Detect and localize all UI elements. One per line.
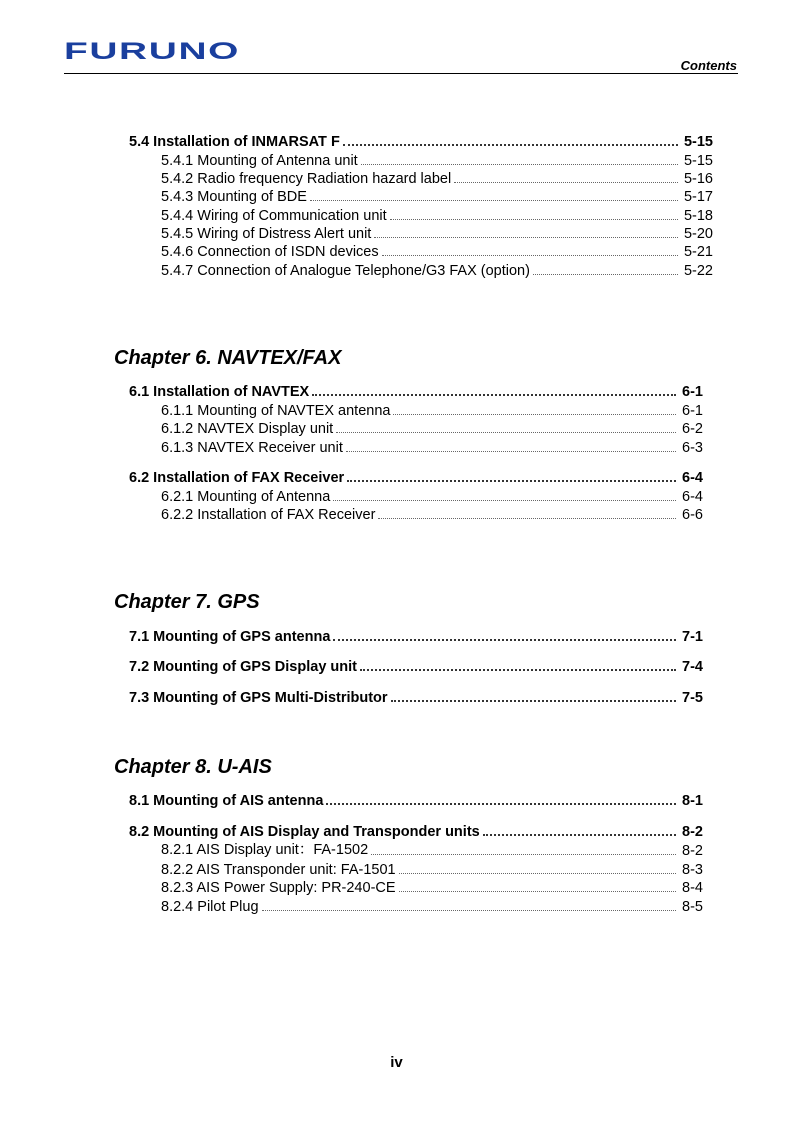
toc-entry-6-1-2[interactable]: [161, 419, 703, 437]
dot-leader: [483, 834, 676, 836]
toc-page: 5-15: [683, 134, 713, 150]
toc-entry-6-1[interactable]: [129, 382, 703, 400]
toc-label: 6.1.3 NAVTEX Receiver unit: [161, 440, 343, 456]
toc-entry-6-2-1[interactable]: [161, 487, 703, 505]
toc-label: 8.2.4 Pilot Plug: [161, 899, 259, 915]
header-divider: [64, 73, 738, 74]
toc-label: 8.2.1 AIS Display unit：FA-1502: [161, 842, 369, 858]
toc-label: 8.1 Mounting of AIS antenna: [129, 793, 324, 809]
dot-leader: [399, 873, 676, 874]
toc-label: 6.1 Installation of NAVTEX: [129, 384, 310, 400]
dot-leader: [360, 669, 676, 671]
toc-page: 5-15: [683, 153, 713, 169]
toc-entry-8-2-3[interactable]: [161, 878, 703, 896]
dot-leader: [371, 854, 676, 855]
toc-entry-5-4-4[interactable]: [161, 206, 713, 224]
dot-leader: [346, 451, 676, 452]
dot-leader: [390, 219, 678, 220]
dot-leader: [262, 910, 676, 911]
dot-leader: [533, 274, 678, 275]
dot-leader: [310, 200, 678, 201]
toc-entry-6-1-3[interactable]: [161, 438, 703, 456]
toc-label: 5.4.1 Mounting of Antenna unit: [161, 153, 358, 169]
toc-page: 6-1: [682, 384, 703, 400]
chapter-8-title: Chapter 8. U-AIS: [114, 756, 272, 778]
toc-page: 8-1: [682, 793, 703, 809]
section-title: Contents: [680, 58, 737, 73]
toc-page: 8-4: [682, 880, 703, 896]
dot-leader: [343, 144, 678, 146]
toc-label: 8.2.3 AIS Power Supply: PR-240-CE: [161, 880, 396, 896]
toc-entry-8-2-1[interactable]: [161, 841, 703, 859]
toc-page: 6-4: [682, 470, 703, 486]
dot-leader: [393, 414, 676, 415]
dot-leader: [312, 394, 676, 396]
toc-entry-8-1[interactable]: [129, 791, 703, 809]
toc-label: 7.2 Mounting of GPS Display unit: [129, 659, 357, 675]
toc-page: 5-17: [683, 189, 713, 205]
toc-entry-6-2-2[interactable]: [161, 505, 703, 523]
toc-label: 6.1.2 NAVTEX Display unit: [161, 421, 334, 437]
toc-page: 6-1: [682, 403, 703, 419]
toc-page: 6-6: [682, 507, 703, 523]
svg-text:FURUNO: FURUNO: [64, 38, 240, 64]
toc-page: 8-2: [682, 843, 703, 859]
toc-label: 6.2.1 Mounting of Antenna: [161, 489, 331, 505]
toc-entry-8-2-4[interactable]: [161, 897, 703, 915]
toc-entry-5-4-5[interactable]: [161, 224, 713, 242]
toc-entry-5-4-2[interactable]: [161, 169, 713, 187]
toc-entry-7-1[interactable]: [129, 627, 703, 645]
dot-leader: [454, 182, 678, 183]
dot-leader: [378, 518, 676, 519]
toc-entry-5-4-3[interactable]: [161, 187, 713, 205]
toc-entry-5-4[interactable]: [129, 132, 713, 150]
toc-page: 5-16: [683, 171, 713, 187]
toc-label: 5.4.5 Wiring of Distress Alert unit: [161, 226, 372, 242]
dot-leader: [391, 700, 676, 702]
toc-page: 8-3: [682, 862, 703, 878]
dot-leader: [333, 639, 676, 641]
dot-leader: [336, 432, 676, 433]
toc-label: 7.1 Mounting of GPS antenna: [129, 629, 331, 645]
toc-label: 6.2.2 Installation of FAX Receiver: [161, 507, 376, 523]
dot-leader: [374, 237, 678, 238]
toc-label: 6.2 Installation of FAX Receiver: [129, 470, 345, 486]
toc-label: 5.4.6 Connection of ISDN devices: [161, 244, 379, 260]
toc-label: 5.4.2 Radio frequency Radiation hazard label: [161, 171, 452, 187]
page-number: iv: [390, 1054, 403, 1071]
toc-page: 5-22: [683, 263, 713, 279]
toc-entry-5-4-7[interactable]: [161, 261, 713, 279]
toc-page: 6-3: [682, 440, 703, 456]
toc-label: 5.4 Installation of INMARSAT F: [129, 134, 340, 150]
toc-entry-5-4-6[interactable]: [161, 242, 713, 260]
dot-leader: [382, 255, 678, 256]
toc-entry-5-4-1[interactable]: [161, 151, 713, 169]
toc-page: 5-21: [683, 244, 713, 260]
toc-entry-6-2[interactable]: [129, 468, 703, 486]
toc-label: 5.4.4 Wiring of Communication unit: [161, 208, 387, 224]
toc-entry-8-2-2[interactable]: [161, 860, 703, 878]
toc-label: 5.4.7 Connection of Analogue Telephone/G3 FAX (option): [161, 263, 530, 279]
toc-page: 8-5: [682, 899, 703, 915]
dot-leader: [333, 500, 676, 501]
toc-page: 7-1: [682, 629, 703, 645]
chapter-7-title: Chapter 7. GPS: [114, 591, 260, 613]
toc-page: 5-20: [683, 226, 713, 242]
toc-page: 7-5: [682, 690, 703, 706]
dot-leader: [326, 803, 676, 805]
toc-page: 5-18: [683, 208, 713, 224]
toc-label: 5.4.3 Mounting of BDE: [161, 189, 307, 205]
toc-entry-7-2[interactable]: [129, 657, 703, 675]
toc-label: 6.1.1 Mounting of NAVTEX antenna: [161, 403, 391, 419]
dot-leader: [347, 480, 676, 482]
toc-entry-6-1-1[interactable]: [161, 401, 703, 419]
toc-label: 8.2.2 AIS Transponder unit: FA-1501: [161, 862, 396, 878]
furuno-logo: [64, 38, 244, 64]
toc-label: 8.2 Mounting of AIS Display and Transponder units: [129, 824, 480, 840]
toc-entry-7-3[interactable]: [129, 688, 703, 706]
toc-page: 8-2: [682, 824, 703, 840]
chapter-6-title: Chapter 6. NAVTEX/FAX: [114, 347, 342, 369]
toc-page: 6-4: [682, 489, 703, 505]
toc-page: 7-4: [682, 659, 703, 675]
dot-leader: [361, 164, 678, 165]
dot-leader: [399, 891, 676, 892]
toc-page: 6-2: [682, 421, 703, 437]
toc-label: 7.3 Mounting of GPS Multi-Distributor: [129, 690, 388, 706]
